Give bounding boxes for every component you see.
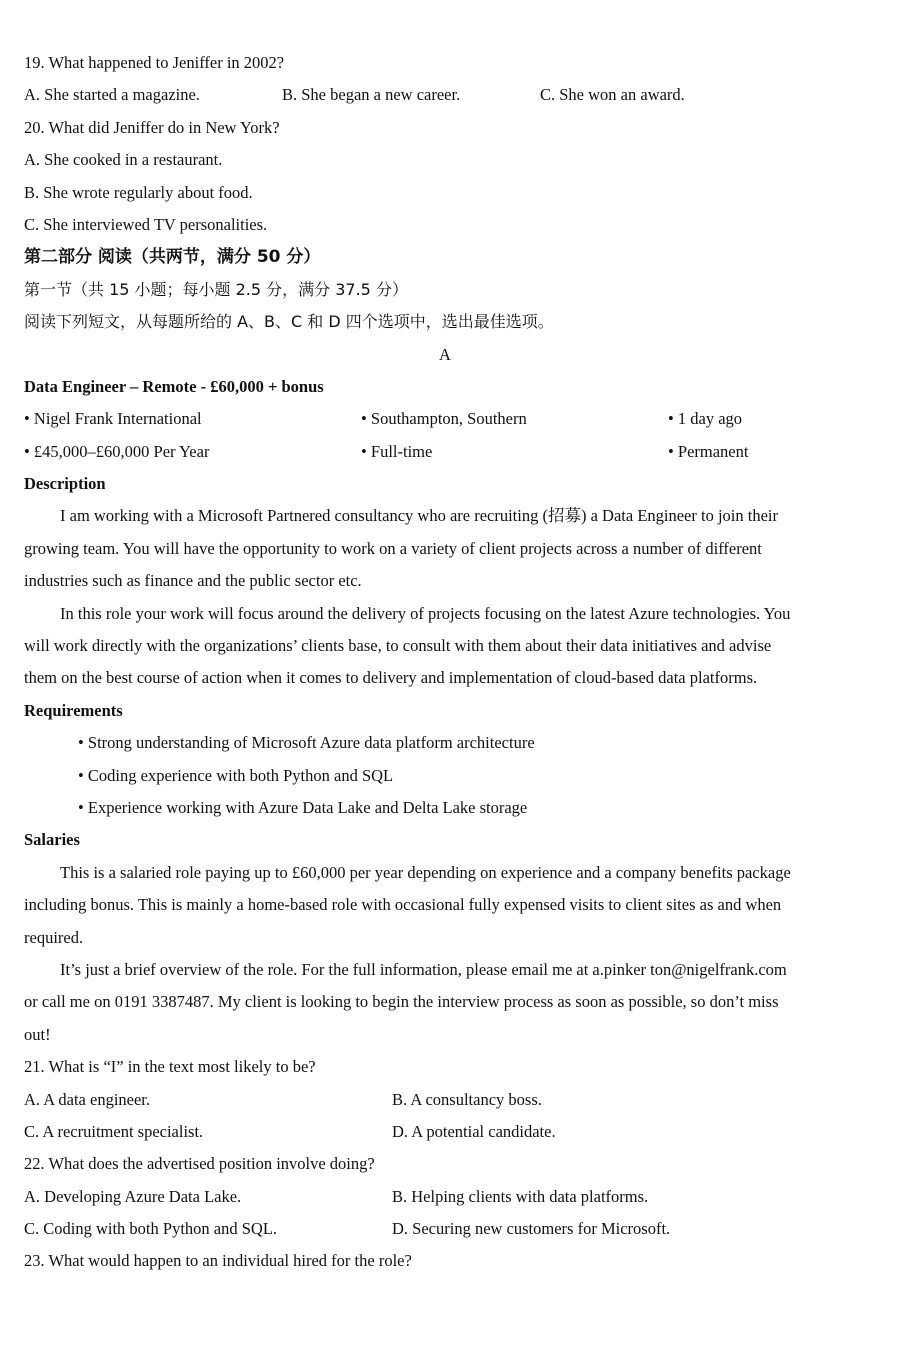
job-meta-row-2: [24, 436, 866, 468]
question-22-options-row-1: [24, 1181, 866, 1213]
passage-label: A: [439, 344, 451, 364]
question-20-option-b: B. She wrote regularly about food.: [24, 182, 253, 202]
description-heading: Description: [24, 474, 106, 494]
description-line-5: will work directly with the organizations’ clients base, to consult with them about their data initiatives and advise: [24, 636, 772, 656]
question-20-stem: 20. What did Jeniffer do in New York?: [24, 117, 280, 137]
job-title: Data Engineer – Remote - £60,000 + bonus: [24, 376, 324, 396]
question-22-options-row-2: [24, 1213, 866, 1245]
requirement-item: • Coding experience with both Python and SQL: [24, 760, 866, 792]
question-21-options-row-1: [24, 1084, 866, 1116]
salaries-heading: Salaries: [24, 830, 80, 850]
requirement-item: • Strong understanding of Microsoft Azure data platform architecture: [24, 727, 866, 759]
salaries-line-1: This is a salaried role paying up to £60,000 per year depending on experience and a company benefits package: [60, 862, 791, 882]
salaries-line-4: It’s just a brief overview of the role. For the full information, please email me at a.pinker ton@nigelfrank.com: [60, 959, 787, 979]
question-20-option-a: A. She cooked in a restaurant.: [24, 150, 223, 170]
question-21-option-d: D. A potential candidate.: [392, 1121, 556, 1141]
question-21-option-a: A. A data engineer.: [24, 1089, 151, 1109]
question-22-option-a: A. Developing Azure Data Lake.: [24, 1186, 242, 1206]
description-line-4: In this role your work will focus around the delivery of projects focusing on the latest Azure technologies. You: [60, 603, 791, 623]
question-22-option-b: B. Helping clients with data platforms.: [392, 1186, 649, 1206]
job-salary-range: • £45,000–£60,000 Per Year: [24, 436, 361, 468]
description-line-2: growing team. You will have the opportunity to work on a variety of client projects across a number of different: [24, 538, 762, 558]
salaries-line-2: including bonus. This is mainly a home-based role with occasional fully expensed visits to client sites as and when: [24, 895, 782, 915]
salaries-line-6: out!: [24, 1024, 51, 1044]
question-19-option-b: B. She began a new career.: [282, 85, 461, 105]
description-line-1: I am working with a Microsoft Partnered consultancy who are recruiting (招募) a Data Engineer to join their: [60, 506, 778, 526]
description-line-3: industries such as finance and the public sector etc.: [24, 571, 362, 591]
job-posted: • 1 day ago: [668, 403, 742, 435]
question-19-options: [24, 79, 866, 111]
question-22-option-c: C. Coding with both Python and SQL.: [24, 1219, 278, 1239]
question-21-option-b: B. A consultancy boss.: [392, 1089, 542, 1109]
part2-title: 第二部分 阅读（共两节，满分 50 分）: [24, 247, 321, 268]
question-21-option-c: C. A recruitment specialist.: [24, 1121, 204, 1141]
part2-subtitle: 第一节（共 15 小题；每小题 2.5 分，满分 37.5 分）: [24, 279, 408, 299]
job-meta-row-1: [24, 403, 866, 435]
requirement-item: • Experience working with Azure Data Lake and Delta Lake storage: [24, 792, 866, 824]
question-22-stem: 22. What does the advertised position involve doing?: [24, 1154, 375, 1174]
job-company: • Nigel Frank International: [24, 403, 361, 435]
question-19-option-a: A. She started a magazine.: [24, 85, 200, 105]
question-19-stem: 19. What happened to Jeniffer in 2002?: [24, 53, 285, 72]
part2-instruction: 阅读下列短文，从每题所给的 A、B、C 和 D 四个选项中，选出最佳选项。: [24, 312, 554, 332]
question-23-stem: 23. What would happen to an individual hired for the role?: [24, 1251, 412, 1271]
job-contract: • Permanent: [668, 436, 748, 468]
question-20-option-c: C. She interviewed TV personalities.: [24, 214, 268, 234]
description-line-6: them on the best course of action when it comes to delivery and implementation of cloud-based data platforms.: [24, 668, 758, 688]
job-type: • Full-time: [361, 436, 668, 468]
question-21-stem: 21. What is “I” in the text most likely to be?: [24, 1057, 316, 1077]
salaries-line-5: or call me on 0191 3387487. My client is looking to begin the interview process as soon as possible, so don’t miss: [24, 992, 779, 1012]
question-19-option-c: C. She won an award.: [540, 85, 685, 105]
requirements-heading: Requirements: [24, 700, 123, 720]
question-22-option-d: D. Securing new customers for Microsoft.: [392, 1219, 671, 1239]
question-21-options-row-2: [24, 1116, 866, 1148]
job-location: • Southampton, Southern: [361, 403, 668, 435]
salaries-line-3: required.: [24, 927, 84, 947]
